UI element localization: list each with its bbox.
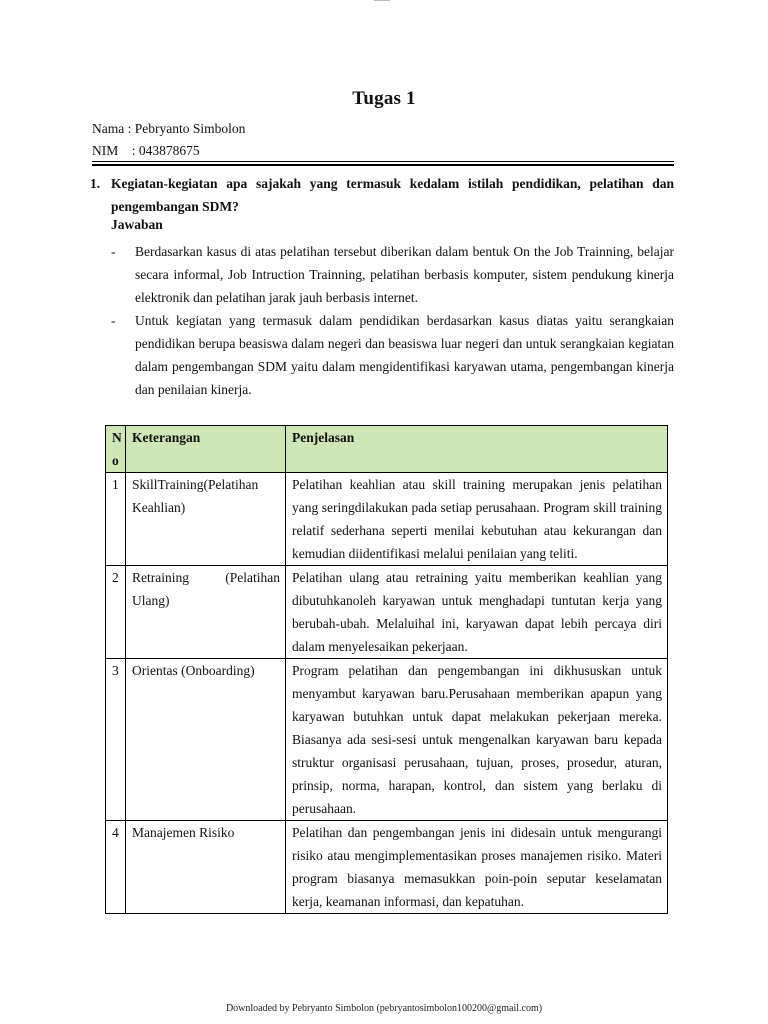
download-footer: Downloaded by Pebryanto Simbolon (pebryantosimbolon100200@gmail.com) (225, 1003, 543, 1014)
bullet-item (111, 309, 674, 401)
cell-no: 1 (106, 473, 126, 566)
table-row (106, 473, 668, 566)
cell-penjelasan: Program pelatihan dan pengembangan ini dikhususkan untuk menyambut karyawan baru.Perusahaan memberikan apapun yang karyawan butuhkan untuk dapat melakukan pekerjaan mereka. Biasanya ada sesi-sesi untuk mengenalkan karyawan baru kepada struktur organisasi perusahaan, tujuan, proses, prosedur, aturan, prinsip, norma, harapan, kontrol, dan sistem yang berlaku di perusahaan. (286, 659, 668, 821)
bullet-item (111, 240, 674, 309)
cell-no: 3 (106, 659, 126, 821)
document-title: Tugas 1 (352, 88, 416, 109)
bullet-dash: - (111, 313, 116, 328)
question-number: 1. (90, 176, 101, 191)
cell-penjelasan: Pelatihan dan pengembangan jenis ini didesain untuk mengurangi risiko atau mengimplementasikan proses manajemen risiko. Materi program biasanya memasukkan poin-poin seputar keselamatan kerja, keamanan informasi, dan kepatuhan. (286, 821, 668, 914)
bullet-text: Berdasarkan kasus di atas pelatihan tersebut diberikan dalam bentuk On the Job Trainning, belajar secara informal, Job Intruction Trainning, pelatihan berbasis komputer, sistem pendukung kinerja elektronik dan pelatihan jarak jauh berbasis internet. (135, 244, 674, 305)
question-block (90, 172, 674, 218)
table-row (106, 821, 668, 914)
cell-keterangan: Manajemen Risiko (126, 821, 286, 914)
header-rule-thick (92, 164, 674, 166)
table-header-row (106, 426, 668, 473)
bullet-text: Untuk kegiatan yang termasuk dalam pendidikan berdasarkan kasus diatas yaitu serangkaian pendidikan berupa beasiswa dalam negeri dan beasiswa luar negeri dan untuk serangkaian kegiatan dalam pengembangan SDM yaitu dalam mengidentifikasi karyawan utama, pengembangan kinerja dan penilaian kinerja. (135, 313, 674, 397)
header-no: No (106, 426, 126, 473)
header-penjelasan: Penjelasan (286, 426, 668, 473)
answer-bullets (111, 240, 674, 401)
training-table (105, 425, 668, 914)
cell-no: 4 (106, 821, 126, 914)
cell-keterangan: Orientas (Onboarding) (126, 659, 286, 821)
cell-keterangan: Retraining (Pelatihan Ulang) (126, 566, 286, 659)
table-row (106, 566, 668, 659)
student-nim: NIM : 043878675 (92, 143, 200, 158)
answer-label: Jawaban (111, 217, 163, 232)
question-text: Kegiatan-kegiatan apa sajakah yang termasuk kedalam istilah pendidikan, pelatihan dan pengembangan SDM? (111, 176, 674, 214)
header-rule-thin (92, 161, 674, 162)
bullet-dash: - (111, 244, 116, 259)
student-name: Nama : Pebryanto Simbolon (92, 121, 246, 136)
cell-no: 2 (106, 566, 126, 659)
header-keterangan: Keterangan (126, 426, 286, 473)
page-top-mark (374, 0, 390, 1)
cell-penjelasan: Pelatihan ulang atau retraining yaitu memberikan keahlian yang dibutuhkanoleh karyawan untuk menghadapi tuntutan kerja yang berubah-ubah. Melaluihal ini, karyawan dapat lebih percaya diri dalam menyelesaikan pekerjaan. (286, 566, 668, 659)
table-row (106, 659, 668, 821)
cell-keterangan: SkillTraining(Pelatihan Keahlian) (126, 473, 286, 566)
cell-penjelasan: Pelatihan keahlian atau skill training merupakan jenis pelatihan yang seringdilakukan pada setiap perusahaan. Program skill training relatif sederhana seperti menilai kebutuhan atau kekurangan dan kemudian diidentifikasi melalui penilaian yang teliti. (286, 473, 668, 566)
